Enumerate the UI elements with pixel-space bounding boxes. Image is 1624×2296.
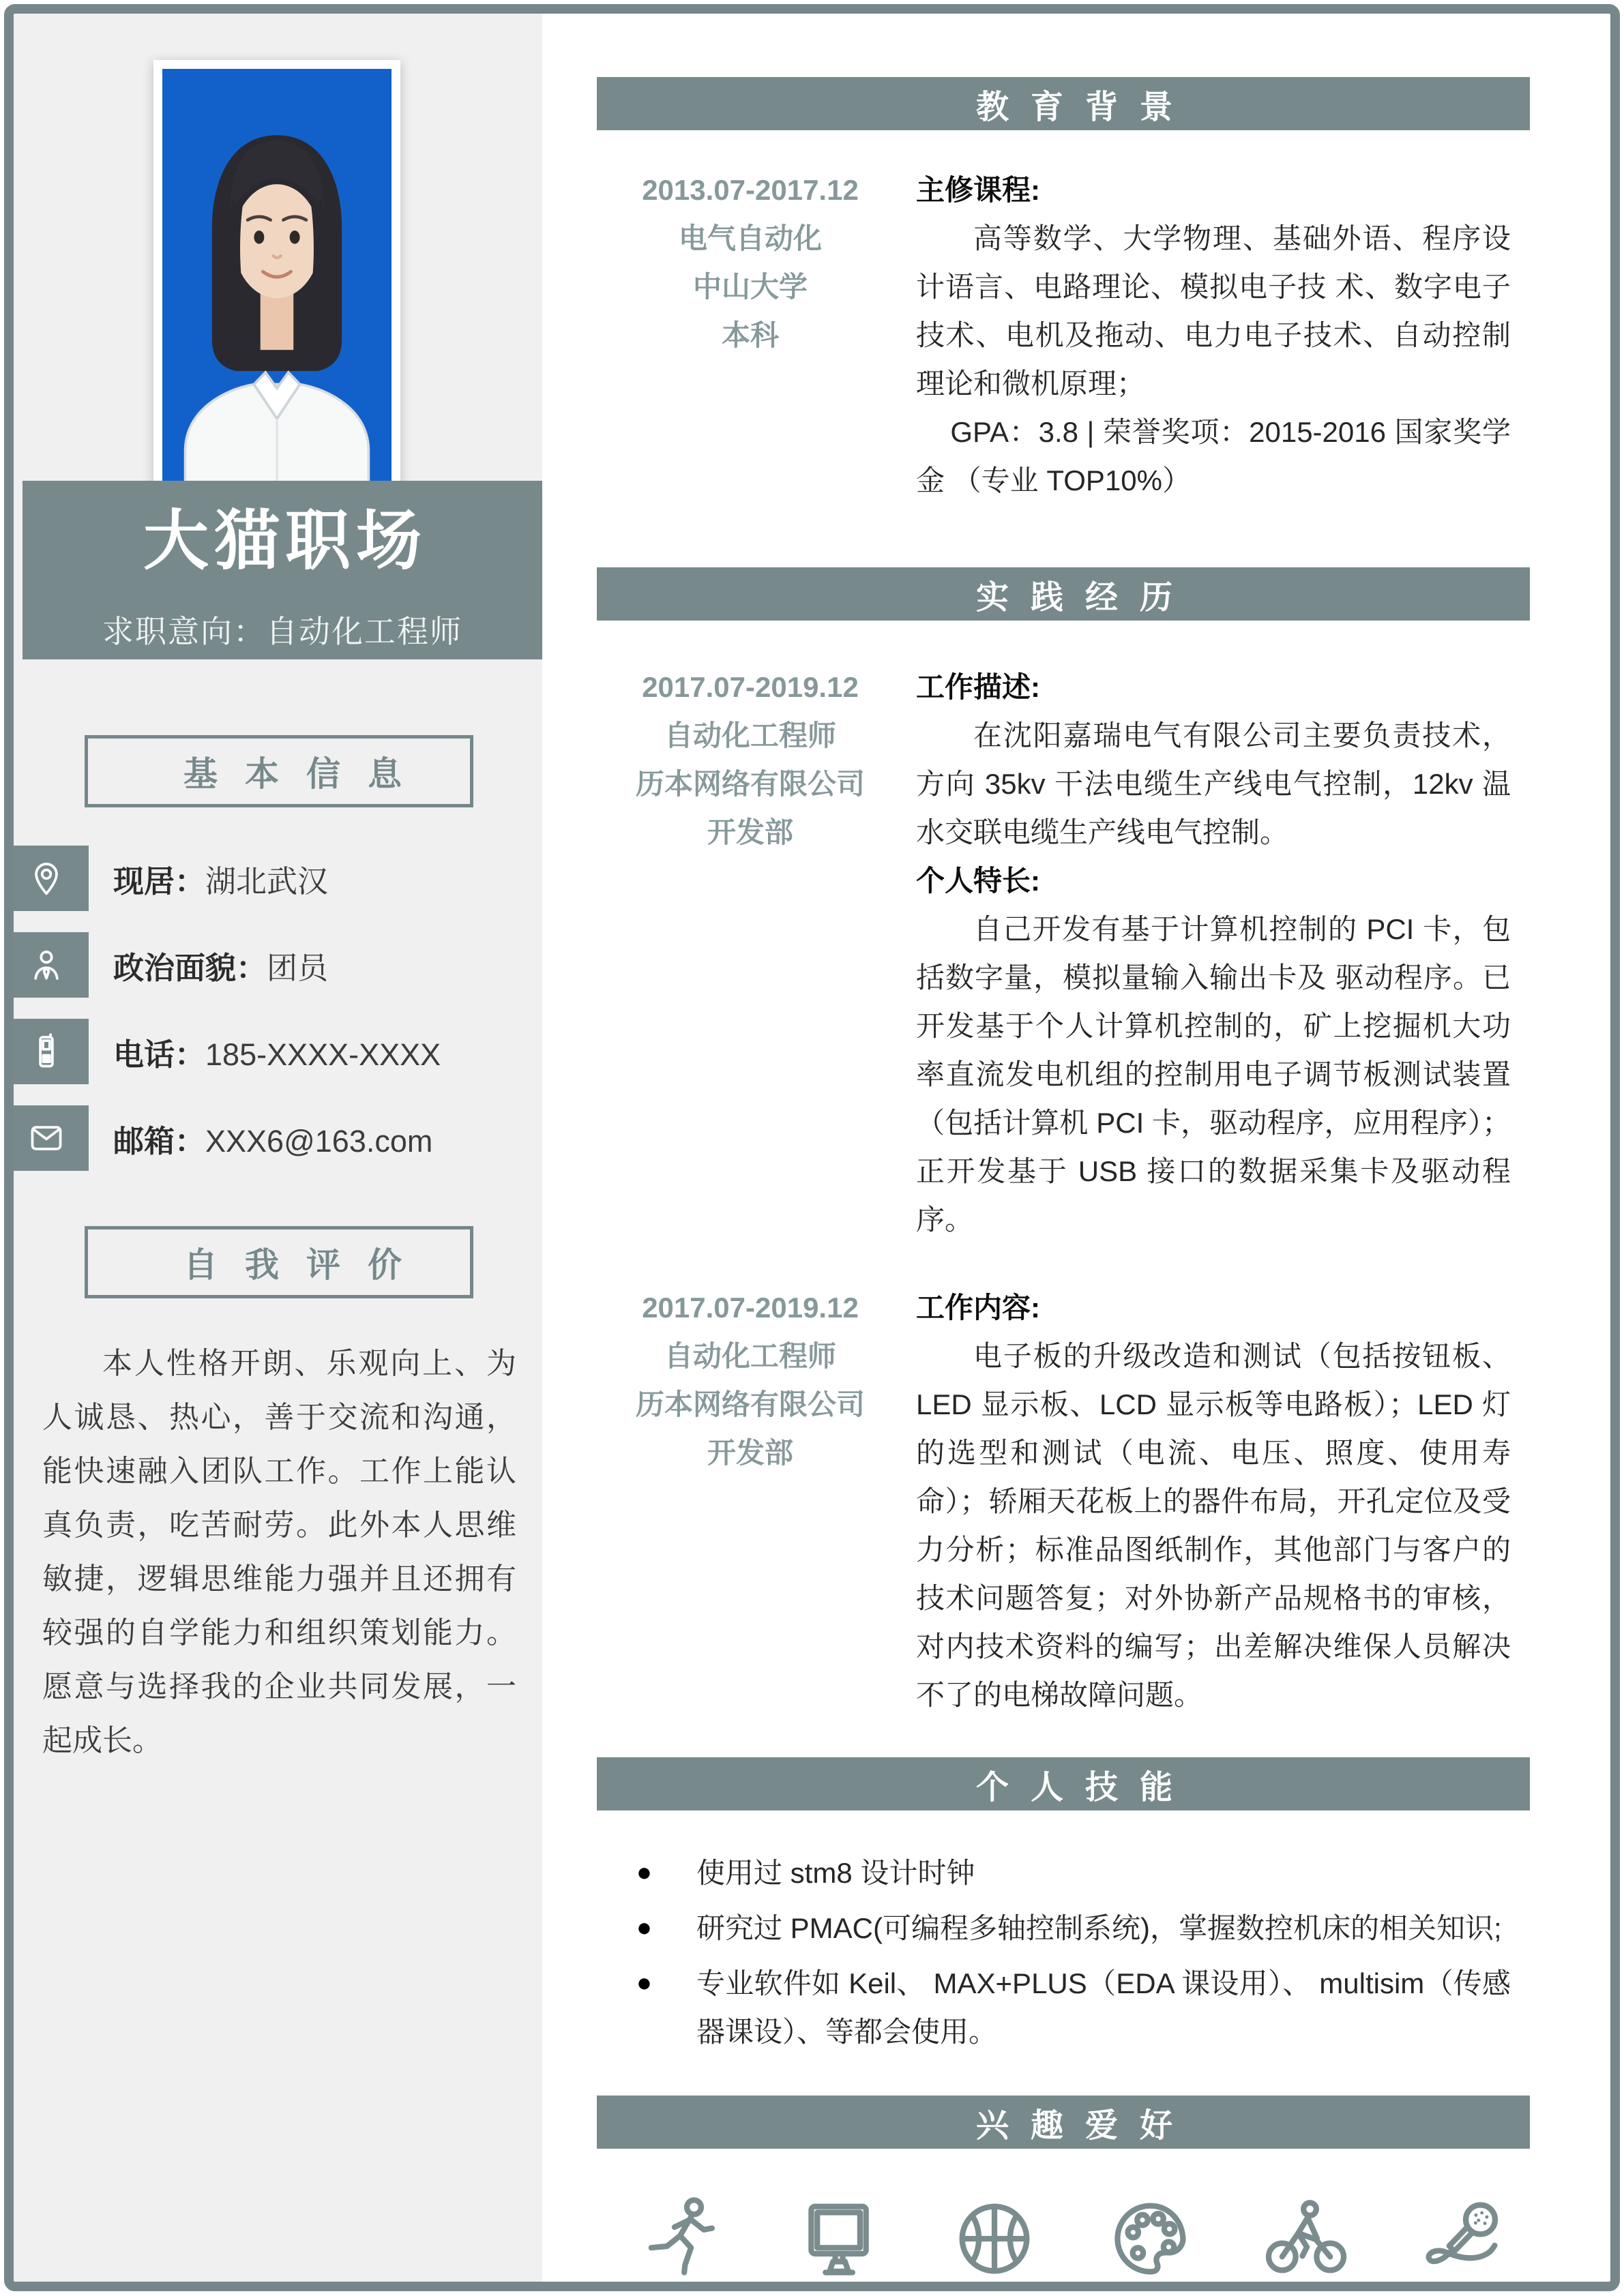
phone-tab xyxy=(4,1019,89,1084)
experience-2-block1-text: 电子板的升级改造和测试（包括按钮板、LED 显示板、LCD 显示板等电路板）；LED 灯的选型和测试（电流、电压、照度、使用寿命）；轿厢天花板上的器件布局，开孔定位及受力分析；标准品图纸制作，其他部门与客户的技术问题答复；对外协新产品规格书的审核，对内技术资料的编写；出差解决维保人员解决不了的电梯故障问题。 xyxy=(916,1340,1511,1711)
main-column xyxy=(597,14,1530,2284)
info-political-status xyxy=(113,943,328,987)
info-political-label: 政治面貌： xyxy=(113,950,267,985)
skill-item xyxy=(636,1959,1511,2056)
info-email xyxy=(113,1116,432,1161)
experience-entry-1 xyxy=(597,663,1530,1244)
envelope-icon xyxy=(27,1119,65,1157)
cycling-icon xyxy=(1261,2194,1351,2284)
gpa-line: GPA：3.8 | 荣誉奖项：2015-2016 国家奖学金 （专业 TOP10%） xyxy=(916,416,1511,496)
education-degree: 本科 xyxy=(721,319,779,351)
id-photo-illustration xyxy=(162,69,392,493)
education-entry xyxy=(597,166,1530,505)
info-political-value: 团员 xyxy=(267,950,329,985)
job-objective: 求职意向：自动化工程师 xyxy=(102,613,462,649)
bullet-icon: ● xyxy=(636,1858,652,1887)
skill-text: 研究过 PMAC(可编程多轴控制系统)，掌握数控机床的相关知识; xyxy=(696,1912,1502,1944)
skill-item xyxy=(636,1904,1511,1952)
info-email-label: 邮箱： xyxy=(113,1123,206,1159)
info-phone xyxy=(113,1030,441,1074)
education-meta xyxy=(597,166,904,505)
basic-info-title-box xyxy=(85,735,473,807)
info-row-phone xyxy=(4,1019,441,1084)
section-bar-experience xyxy=(597,567,1530,621)
experience-1-block1-text: 在沈阳嘉瑞电气有限公司主要负责技术，方向 35kv 干法电缆生产线电气控制，12kv 温水交联电缆生产线电气控制。 xyxy=(916,719,1511,848)
skills-title: 个人技能 xyxy=(975,1769,1194,1806)
experience-1-content xyxy=(904,663,1530,1244)
experience-2-meta xyxy=(597,1283,904,1719)
skill-item xyxy=(636,1849,1511,1897)
experience-entry-2 xyxy=(597,1283,1530,1719)
self-eval-title: 自我评价 xyxy=(183,1246,429,1284)
experience-1-department: 开发部 xyxy=(707,816,793,848)
education-title: 教育背景 xyxy=(975,89,1194,125)
microphone-icon xyxy=(1417,2194,1507,2284)
person-icon xyxy=(27,946,65,984)
profile-photo xyxy=(153,60,400,502)
education-content xyxy=(904,166,1530,505)
name-block xyxy=(23,481,542,659)
location-tab xyxy=(4,846,89,911)
section-bar-education xyxy=(597,77,1530,130)
education-period: 2013.07-2017.12 xyxy=(642,174,859,206)
education-major: 电气自动化 xyxy=(678,222,822,254)
experience-2-company: 历本网络有限公司 xyxy=(635,1388,865,1420)
skill-text: 使用过 stm8 设计时钟 xyxy=(696,1857,975,1889)
experience-1-period: 2017.07-2019.12 xyxy=(642,671,859,703)
experience-1-block2-text: 自己开发有基于计算机控制的 PCI 卡，包括数字量，模拟量输入输出卡及 驱动程序。已开发基于个人计算机控制的，矿上挖掘机大功率直流发电机组的控制用电子调节板测试装置（包括计算机 PCI 卡，驱动程序，应用程序）；正开发基于 USB 接口的数据采集卡及驱动程序。 xyxy=(916,913,1511,1236)
info-location xyxy=(113,856,328,901)
skill-text: 专业软件如 Keil、 MAX+PLUS（EDA 课设用）、 multisim（传感器课设）、等都会使用。 xyxy=(696,1967,1511,2048)
hobby-icons-row xyxy=(597,2194,1530,2284)
basic-info-title: 基本信息 xyxy=(183,755,429,793)
email-tab xyxy=(4,1105,89,1171)
bullet-icon: ● xyxy=(636,1969,652,1997)
courses-label: 主修课程: xyxy=(916,174,1040,206)
info-email-value: XXX6@163.com xyxy=(205,1123,433,1159)
bullet-icon: ● xyxy=(636,1913,652,1942)
self-eval-paragraph: 本人性格开朗、乐观向上、为人诚恳、热心，善于交流和沟通，能快速融入团队工作。工作上能认真负责，吃苦耐劳。此外本人思维敏捷，逻辑思维能力强并且还拥有较强的自学能力和组织策划能力。愿意与选择我的企业共同发展，一起成长。 xyxy=(42,1347,516,1757)
courses-paragraph: 高等数学、大学物理、基础外语、程序设计语言、电路理论、模拟电子技 术、数字电子技术、电机及拖动、电力电子技术、自动控制理论和微机原理； xyxy=(916,222,1511,400)
experience-1-position: 自动化工程师 xyxy=(664,719,836,751)
mobile-phone-icon xyxy=(27,1032,65,1071)
experience-title: 实践经历 xyxy=(975,579,1194,616)
skills-list xyxy=(597,1849,1530,2056)
info-location-value: 湖北武汉 xyxy=(205,863,329,899)
experience-1-meta xyxy=(597,663,904,1244)
info-row-political-status xyxy=(4,932,328,998)
experience-2-content xyxy=(904,1283,1530,1719)
info-location-label: 现居： xyxy=(113,863,206,899)
self-eval-title-box xyxy=(85,1226,473,1298)
experience-1-company: 历本网络有限公司 xyxy=(635,768,865,800)
running-icon xyxy=(638,2194,728,2284)
computer-icon xyxy=(793,2194,883,2284)
hobbies-title: 兴趣爱好 xyxy=(975,2107,1194,2144)
experience-2-period: 2017.07-2019.12 xyxy=(642,1292,859,1324)
info-row-email xyxy=(4,1105,432,1171)
palette-icon xyxy=(1105,2194,1195,2284)
section-bar-skills xyxy=(597,1757,1530,1810)
experience-2-block1-label: 工作内容: xyxy=(916,1292,1040,1324)
location-pin-icon xyxy=(27,859,65,897)
info-phone-value: 185-XXXX-XXXX xyxy=(205,1037,441,1072)
info-row-location xyxy=(4,846,328,911)
experience-1-block1-label: 工作描述: xyxy=(916,671,1040,703)
basketball-icon xyxy=(949,2194,1039,2284)
info-phone-label: 电话： xyxy=(113,1037,206,1072)
experience-2-position: 自动化工程师 xyxy=(664,1340,836,1372)
candidate-name: 大猫职场 xyxy=(143,504,427,578)
experience-1-block2-label: 个人特长: xyxy=(916,865,1040,897)
experience-2-department: 开发部 xyxy=(707,1437,793,1469)
sidebar xyxy=(14,14,542,2282)
education-school: 中山大学 xyxy=(692,271,808,303)
section-bar-hobbies xyxy=(597,2096,1530,2149)
political-status-tab xyxy=(4,932,89,998)
